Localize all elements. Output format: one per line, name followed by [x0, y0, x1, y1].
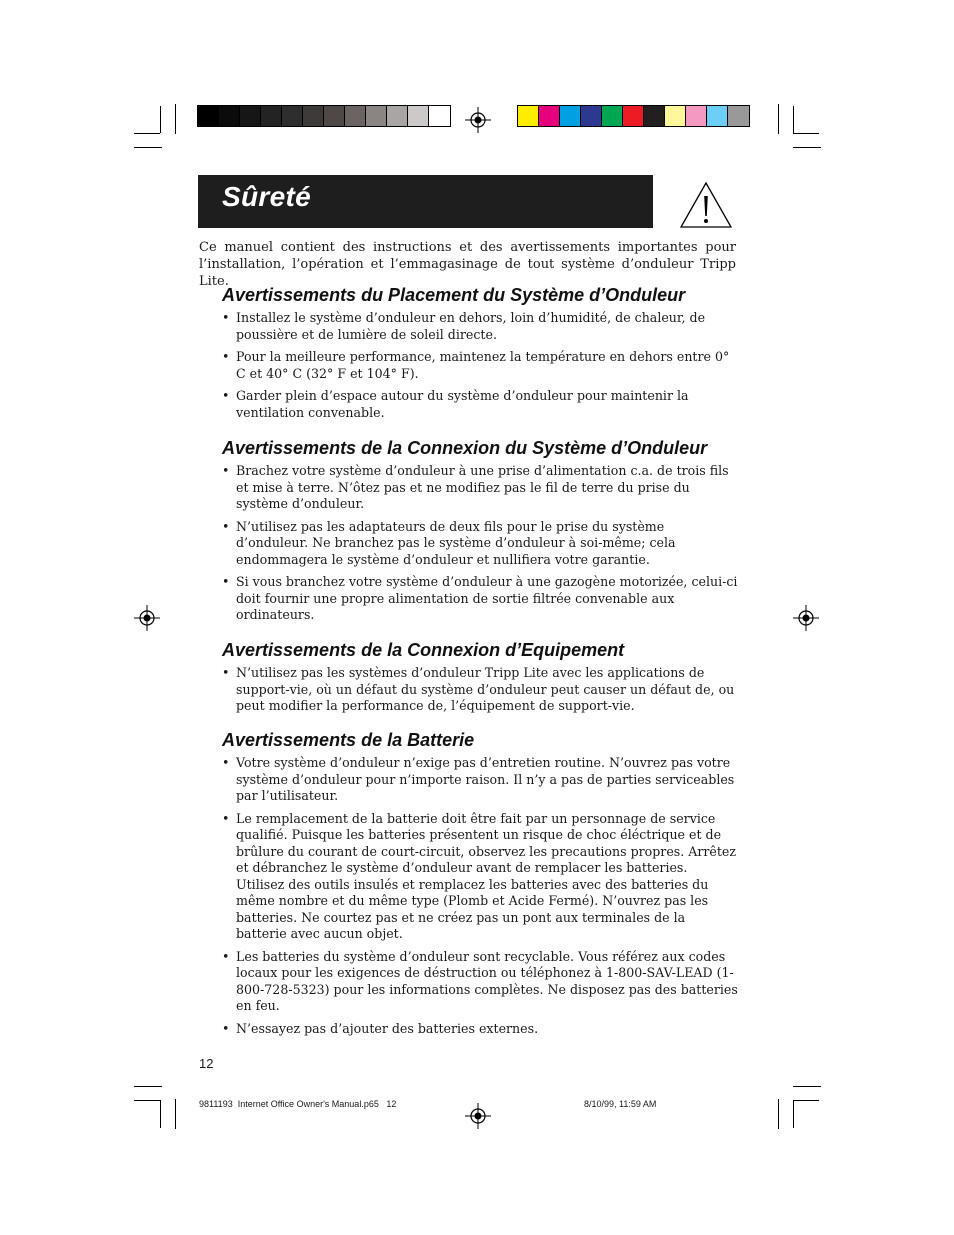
color-swatch [282, 106, 303, 126]
warning-list [222, 755, 738, 1037]
process-color-bar [517, 105, 750, 127]
section-heading: Avertissements de la Connexion d’Equipement [222, 640, 625, 660]
color-swatch [518, 106, 539, 126]
registration-mark-icon [793, 605, 819, 631]
list-item [222, 349, 738, 382]
color-swatch [198, 106, 219, 126]
color-swatch [686, 106, 707, 126]
color-swatch [707, 106, 728, 126]
section-heading: Avertissements de la Batterie [222, 730, 475, 750]
crop-mark [793, 133, 819, 134]
list-item [222, 949, 738, 1015]
warning-list [222, 665, 738, 715]
title-banner [198, 175, 653, 228]
crop-mark [134, 133, 160, 134]
crop-mark [793, 147, 821, 148]
crop-mark [793, 1100, 794, 1128]
crop-mark [175, 1099, 176, 1129]
color-swatch [581, 106, 602, 126]
color-swatch [219, 106, 240, 126]
list-item-text: Votre système d’onduleur n’exige pas d’entretien routine. N’ouvrez pas votre système d’onduleur pour n’importe raison. Il n’y a pas de parties serviceables par l’utilisateur. [236, 755, 735, 803]
bullet: • [222, 388, 230, 403]
list-item-text: N’essayez pas d’ajouter des batteries externes. [236, 1020, 539, 1036]
registration-mark-icon [465, 107, 491, 133]
list-item-text: Installez le système d’onduleur en dehors, loin d’humidité, de chaleur, de poussière et de lumière de soleil directe. [236, 310, 706, 342]
list-item [222, 310, 738, 343]
crop-mark [778, 1099, 779, 1129]
list-item [222, 755, 738, 805]
color-swatch [644, 106, 665, 126]
bullet: • [222, 948, 230, 964]
list-item [222, 574, 738, 624]
section-heading: Avertissements du Placement du Système d’Onduleur [222, 285, 686, 305]
color-swatch [602, 106, 623, 126]
color-swatch [560, 106, 581, 126]
crop-mark [134, 1086, 162, 1087]
color-swatch [366, 106, 387, 126]
color-swatch [429, 106, 450, 126]
registration-mark-icon [134, 605, 160, 631]
crop-mark [160, 1100, 161, 1128]
list-item [222, 811, 738, 943]
color-swatch [324, 106, 345, 126]
list-item-text: Si vous branchez votre système d’onduleur à une gazogène motorizée, celui-ci doit fournir une propre alimentation de sortie filtrée convenable aux ordinateurs. [236, 574, 738, 622]
bullet: • [222, 1020, 230, 1036]
bullet: • [222, 665, 230, 680]
bullet: • [222, 755, 230, 770]
list-item-text: N’utilisez pas les systèmes d’onduleur Tripp Lite avec les applications de support-vie, où un défaut du système d’onduleur peut causer un défaut de, ou peut modifier la performance de, l’équipement de support-vie. [236, 665, 735, 713]
crop-mark [793, 1086, 821, 1087]
list-item-text: Le remplacement de la batterie doit être fait par un personnage de service qualifié. Puisque les batteries présentent un risque de choc éléctrique et de brûlure du courant de court-circuit, observez les precautions propres. Arrêtez et débranchez le système d’onduleur avant de remplacer les batteries. Utilisez des outils insulés et remplacez les batteries avec des batteries du même nombre et du même type (Plomb et Acide Fermé). N’ouvrez pas les batteries. Ne courtez pas et ne créez pas un pont aux terminales de la batterie avec aucun objet. [236, 810, 736, 941]
color-swatch [261, 106, 282, 126]
bullet: • [222, 810, 230, 826]
list-item-text: Garder plein d’espace autour du système d’onduleur pour maintenir la ventilation convenable. [236, 388, 689, 420]
warning-list [222, 310, 738, 421]
color-swatch [728, 106, 749, 126]
page-title: Sûreté [222, 181, 311, 212]
list-item-text: Les batteries du système d’onduleur sont recyclable. Vous référez aux codes locaux pour les exigences de déstruction ou téléphonez à 1-800-SAV-LEAD (1-800-728-5323) pour les informations complètes. Ne disposez pas des batteries en feu. [236, 948, 738, 1013]
bullet: • [222, 310, 230, 325]
warning-triangle-icon [679, 181, 733, 229]
bullet: • [222, 349, 230, 364]
bullet: • [222, 574, 230, 589]
grayscale-color-bar [197, 105, 451, 127]
color-swatch [345, 106, 366, 126]
list-item [222, 388, 738, 421]
list-item [222, 519, 738, 569]
list-item-text: Brachez votre système d’onduleur à une prise d’alimentation c.a. de trois fils et mise à terre. N’ôtez pas et ne modifiez pas le fil de terre du prise du système d’onduleur. [236, 463, 729, 511]
color-swatch [539, 106, 560, 126]
color-swatch [665, 106, 686, 126]
section-battery [222, 730, 738, 1037]
crop-mark [134, 1100, 160, 1101]
footer-file-info: 9811193 Internet Office Owner's Manual.p65 12 [199, 1099, 397, 1109]
bullet: • [222, 463, 230, 478]
bullet: • [222, 518, 230, 534]
color-swatch [303, 106, 324, 126]
color-swatch [240, 106, 261, 126]
crop-mark [134, 147, 162, 148]
crop-mark [175, 104, 176, 134]
crop-mark [160, 106, 161, 133]
section-placement [222, 285, 738, 421]
warning-list [222, 463, 738, 624]
intro-paragraph: Ce manuel contient des instructions et des avertissements importantes pour l’installation, l’opération et l’emmagasinage de tout système d’onduleur Tripp Lite. [199, 240, 736, 289]
crop-mark [793, 1100, 819, 1101]
footer-timestamp: 8/10/99, 11:59 AM [584, 1099, 657, 1109]
crop-mark [793, 106, 794, 133]
registration-mark-icon [465, 1103, 491, 1129]
section-connection [222, 438, 738, 624]
section-equipment [222, 640, 738, 715]
crop-mark [778, 104, 779, 134]
list-item-text: N’utilisez pas les adaptateurs de deux fils pour le prise du système d’onduleur. Ne branchez pas le système d’onduleur à soi-même; cela endommagera le système d’onduleur et nullifiera votre garantie. [236, 518, 676, 567]
list-item [222, 463, 738, 513]
color-swatch [387, 106, 408, 126]
page-number: 12 [199, 1056, 214, 1071]
color-swatch [408, 106, 429, 126]
list-item [222, 665, 738, 715]
list-item-text: Pour la meilleure performance, maintenez la température en dehors entre 0° C et 40° C (32° F et 104° F). [236, 349, 730, 381]
section-heading: Avertissements de la Connexion du Système d’Onduleur [222, 438, 708, 458]
list-item [222, 1021, 738, 1038]
color-swatch [623, 106, 644, 126]
